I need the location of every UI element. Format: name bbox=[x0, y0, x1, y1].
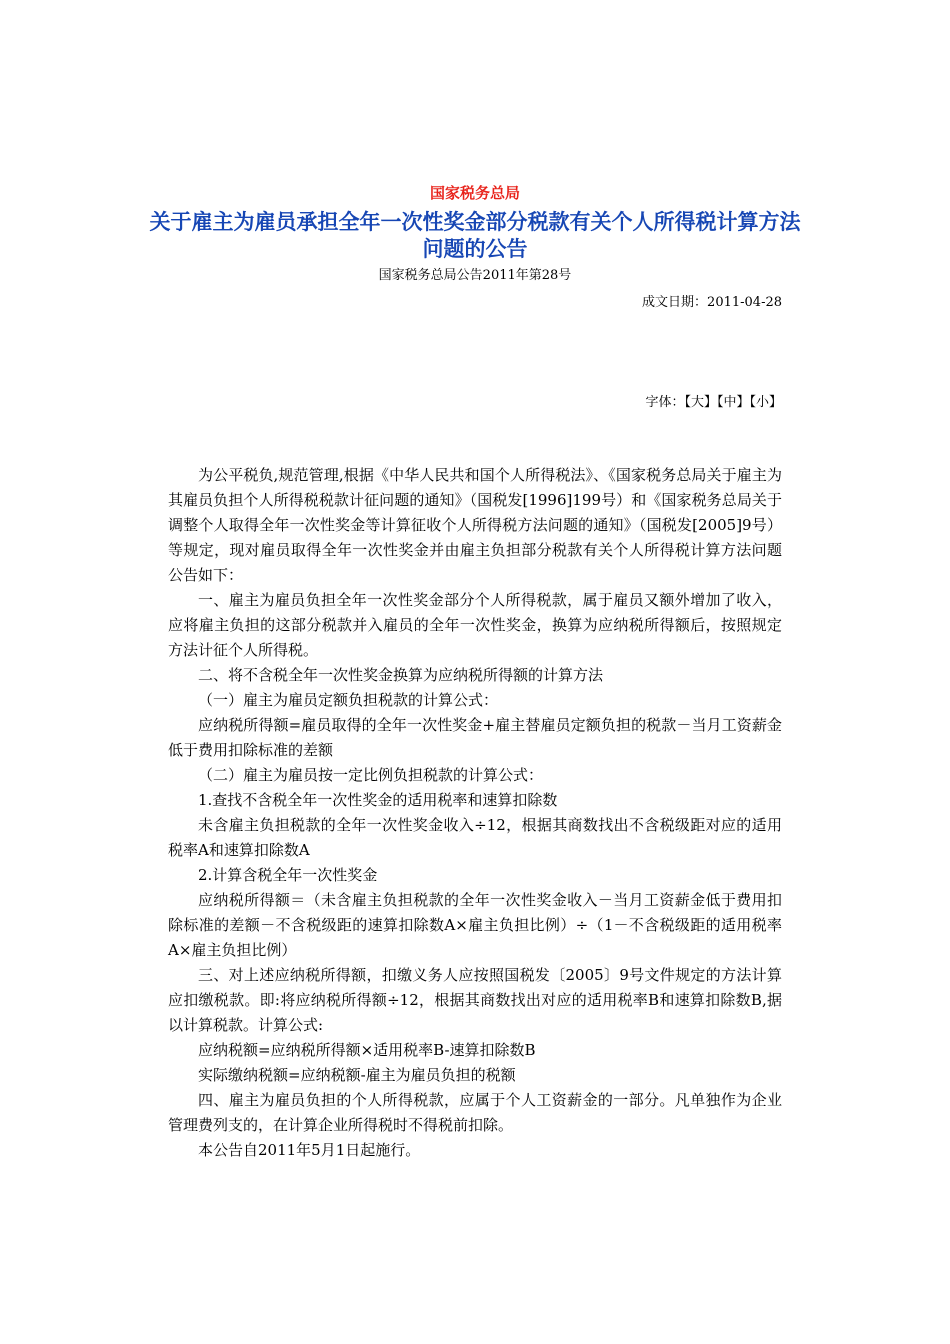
font-size-large-link[interactable]: 【大】 bbox=[684, 395, 717, 410]
paragraph-section-3: 三、对上述应纳税所得额，扣缴义务人应按照国税发〔2005〕9号文件规定的方法计算应扣缴税款。即:将应纳税所得额÷12，根据其商数找出对应的适用税率B和速算扣除数B,据以计算税款。计算公式: bbox=[168, 966, 782, 1034]
paragraph-section-2-heading: 二、将不含税全年一次性奖金换算为应纳税所得额的计算方法 bbox=[198, 666, 604, 684]
issue-date-value: 2011-04-28 bbox=[707, 295, 782, 310]
paragraph-section-1: 一、雇主为雇员负担全年一次性奖金部分个人所得税款，属于雇员又额外增加了收入，应将雇主负担的这部分税款并入雇员的全年一次性奖金，换算为应纳税所得额后，按照规定方法计征个人所得税。 bbox=[168, 591, 782, 659]
font-size-medium-link[interactable]: 【中】 bbox=[716, 395, 750, 410]
paragraph-preamble: 为公平税负,规范管理,根据《中华人民共和国个人所得税法》、《国家税务总局关于雇主为其雇员负担个人所得税税款计征问题的通知》（国税发[1996]199号）和《国家税务总局关于调整个人取得全年一次性奖金等计算征收个人所得税方法问题的通知》（国税发[2005]9号）等规定，现对雇员取得全年一次性奖金并由雇主负担部分税款有关个人所得税计算方法问题公告如下： bbox=[168, 466, 782, 584]
paragraph-step-1-detail: 未含雇主负担税款的全年一次性奖金收入÷12，根据其商数找出不含税级距对应的适用税率A和速算扣除数A bbox=[168, 816, 782, 859]
paragraph-section-4: 四、雇主为雇员负担的个人所得税款，应属于个人工资薪金的一部分。凡单独作为企业管理费列支的，在计算企业所得税时不得税前扣除。 bbox=[168, 1091, 782, 1134]
issue-date bbox=[642, 294, 782, 312]
paragraph-subsection-1-heading: （一）雇主为雇员定额负担税款的计算公式： bbox=[198, 691, 499, 709]
font-size-switcher bbox=[645, 394, 782, 412]
document-title: 关于雇主为雇员承担全年一次性奖金部分税款有关个人所得税计算方法问题的公告 bbox=[149, 210, 801, 261]
document-number: 国家税务总局公告2011年第28号 bbox=[378, 268, 572, 283]
paragraph-subsection-2-heading: （二）雇主为雇员按一定比例负担税款的计算公式： bbox=[198, 766, 544, 784]
paragraph-formula-proportional: 应纳税所得额＝（未含雇主负担税款的全年一次性奖金收入－当月工资薪金低于费用扣除标准的差额－不含税级距的速算扣除数A×雇主负担比例）÷（1－不含税级距的适用税率A×雇主负担比例） bbox=[168, 891, 782, 959]
paragraph-step-2-heading: 2.计算含税全年一次性奖金 bbox=[198, 866, 378, 884]
paragraph-formula-tax-payable: 应纳税额=应纳税所得额×适用税率B-速算扣除数B bbox=[198, 1041, 536, 1059]
paragraph-formula-actual-tax: 实际缴纳税额=应纳税额-雇主为雇员负担的税额 bbox=[198, 1066, 516, 1084]
font-size-small-link[interactable]: 【小】 bbox=[749, 395, 782, 410]
issuer-heading: 国家税务总局 bbox=[429, 184, 520, 202]
paragraph-effective-date: 本公告自2011年5月1日起施行。 bbox=[198, 1141, 421, 1159]
paragraph-formula-fixed: 应纳税所得额=雇员取得的全年一次性奖金+雇主替雇员定额负担的税款－当月工资薪金低于费用扣除标准的差额 bbox=[168, 716, 782, 759]
paragraph-step-1-heading: 1.查找不含税全年一次性奖金的适用税率和速算扣除数 bbox=[198, 791, 558, 809]
font-size-label: 字体： bbox=[645, 395, 685, 410]
issue-date-label: 成文日期： bbox=[642, 295, 708, 310]
document-body bbox=[168, 463, 782, 1163]
